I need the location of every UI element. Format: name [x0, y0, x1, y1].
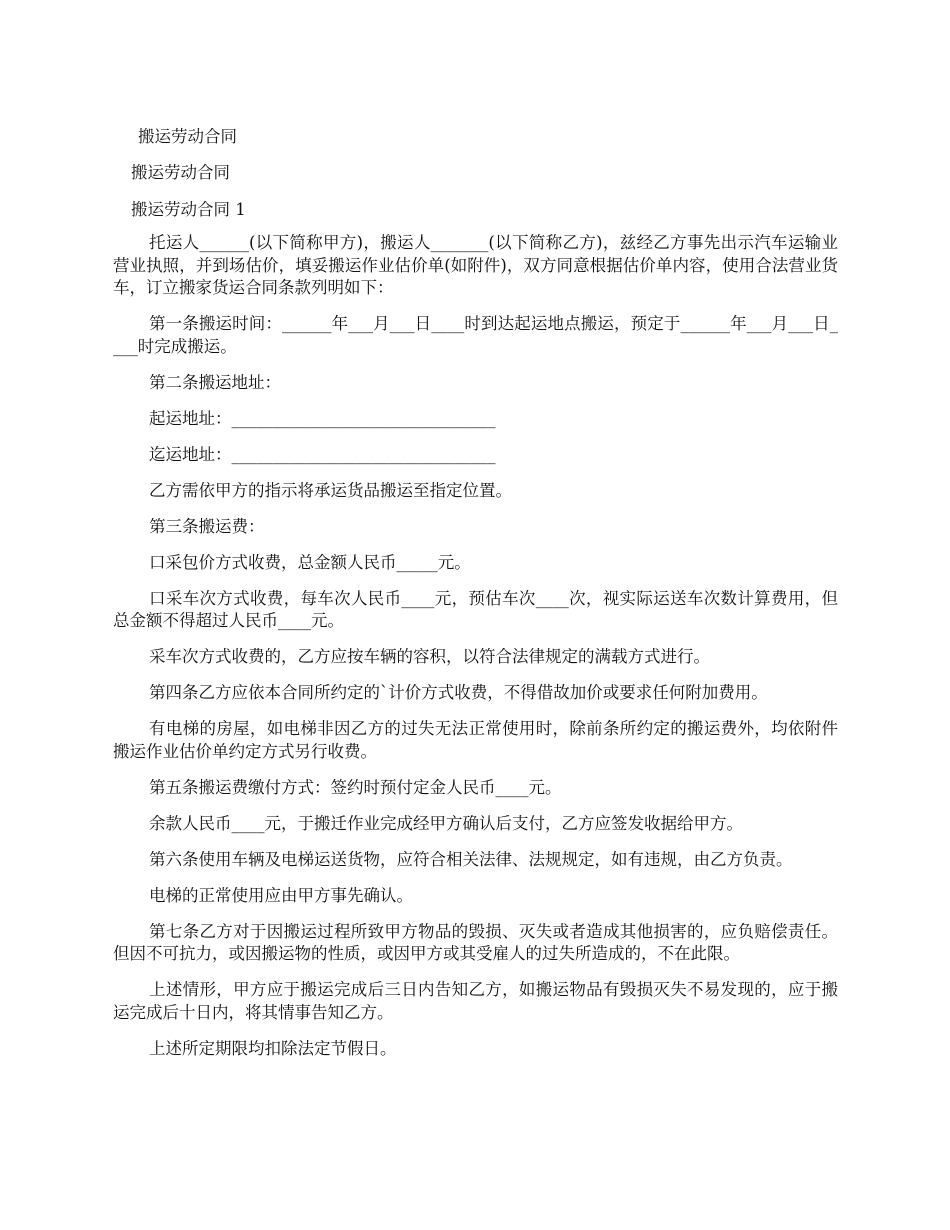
paragraph: 电梯的正常使用应由甲方事先确认。: [149, 885, 413, 905]
paragraph-intro: 托运人______(以下简称甲方)，搬运人_______(以下简称乙方)，兹经乙方事先出示汽车运输业营业执照，并到场估价，填妥搬运作业估价单(如附件)，双方同意根据估价单内容，使用合法营业货车，订立搬家货运合同条款列明如下：: [113, 233, 838, 297]
paragraph-article-6: 第六条使用车辆及电梯运送货物，应符合相关法律、法规规定，如有违规，由乙方负责。: [149, 849, 793, 869]
paragraph-article-2: 第二条搬运地址：: [149, 372, 281, 392]
paragraph-origin-address: 起运地址：________________________________: [149, 408, 496, 428]
paragraph-article-7: 第七条乙方对于因搬运过程所致甲方物品的毁损、灭失或者造成其他损害的，应负赔偿责任。但因不可抗力，或因搬运物的性质，或因甲方或其受雇人的过失所造成的，不在此限。: [113, 921, 838, 963]
paragraph-article-3: 第三条搬运费：: [149, 516, 265, 536]
paragraph-destination-address: 迄运地址：________________________________: [149, 444, 496, 464]
paragraph-article-1: 第一条搬运时间：______年___月___日____时到达起运地点搬运，预定于______年___月___日____时完成搬运。: [113, 314, 838, 356]
paragraph-option-lump-sum: 口采包价方式收费，总金额人民币_____元。: [149, 552, 471, 572]
document-title: 搬运劳动合同: [138, 127, 237, 146]
contract-heading: 搬运劳动合同 1: [131, 200, 246, 219]
contract-body: [113, 232, 838, 1074]
paragraph-article-5: 第五条搬运费缴付方式：签约时预付定金人民币____元。: [149, 777, 562, 797]
paragraph: 有电梯的房屋，如电梯非因乙方的过失无法正常使用时，除前条所约定的搬运费外，均依附件搬运作业估价单约定方式另行收费。: [113, 719, 838, 761]
paragraph-option-per-trip: 口采车次方式收费，每车次人民币____元，预估车次____次，视实际运送车次数计算费用，但总金额不得超过人民币____元。: [113, 588, 838, 630]
paragraph: 上述情形，甲方应于搬运完成后三日内告知乙方，如搬运物品有毁损灭失不易发现的，应于搬运完成后十日内，将其情事告知乙方。: [113, 980, 838, 1022]
paragraph: 上述所定期限均扣除法定节假日。: [149, 1038, 397, 1058]
document-subtitle: 搬运劳动合同: [131, 163, 230, 182]
paragraph-article-4: 第四条乙方应依本合同所约定的`计价方式收费，不得借故加价或要求任何附加费用。: [149, 683, 768, 702]
paragraph: 采车次方式收费的，乙方应按车辆的容积，以符合法律规定的满载方式进行。: [149, 647, 710, 666]
paragraph: 余款人民币____元，于搬迁作业完成经甲方确认后支付，乙方应签发收据给甲方。: [149, 813, 743, 833]
paragraph: 乙方需依甲方的指示将承运货品搬运至指定位置。: [149, 480, 512, 500]
